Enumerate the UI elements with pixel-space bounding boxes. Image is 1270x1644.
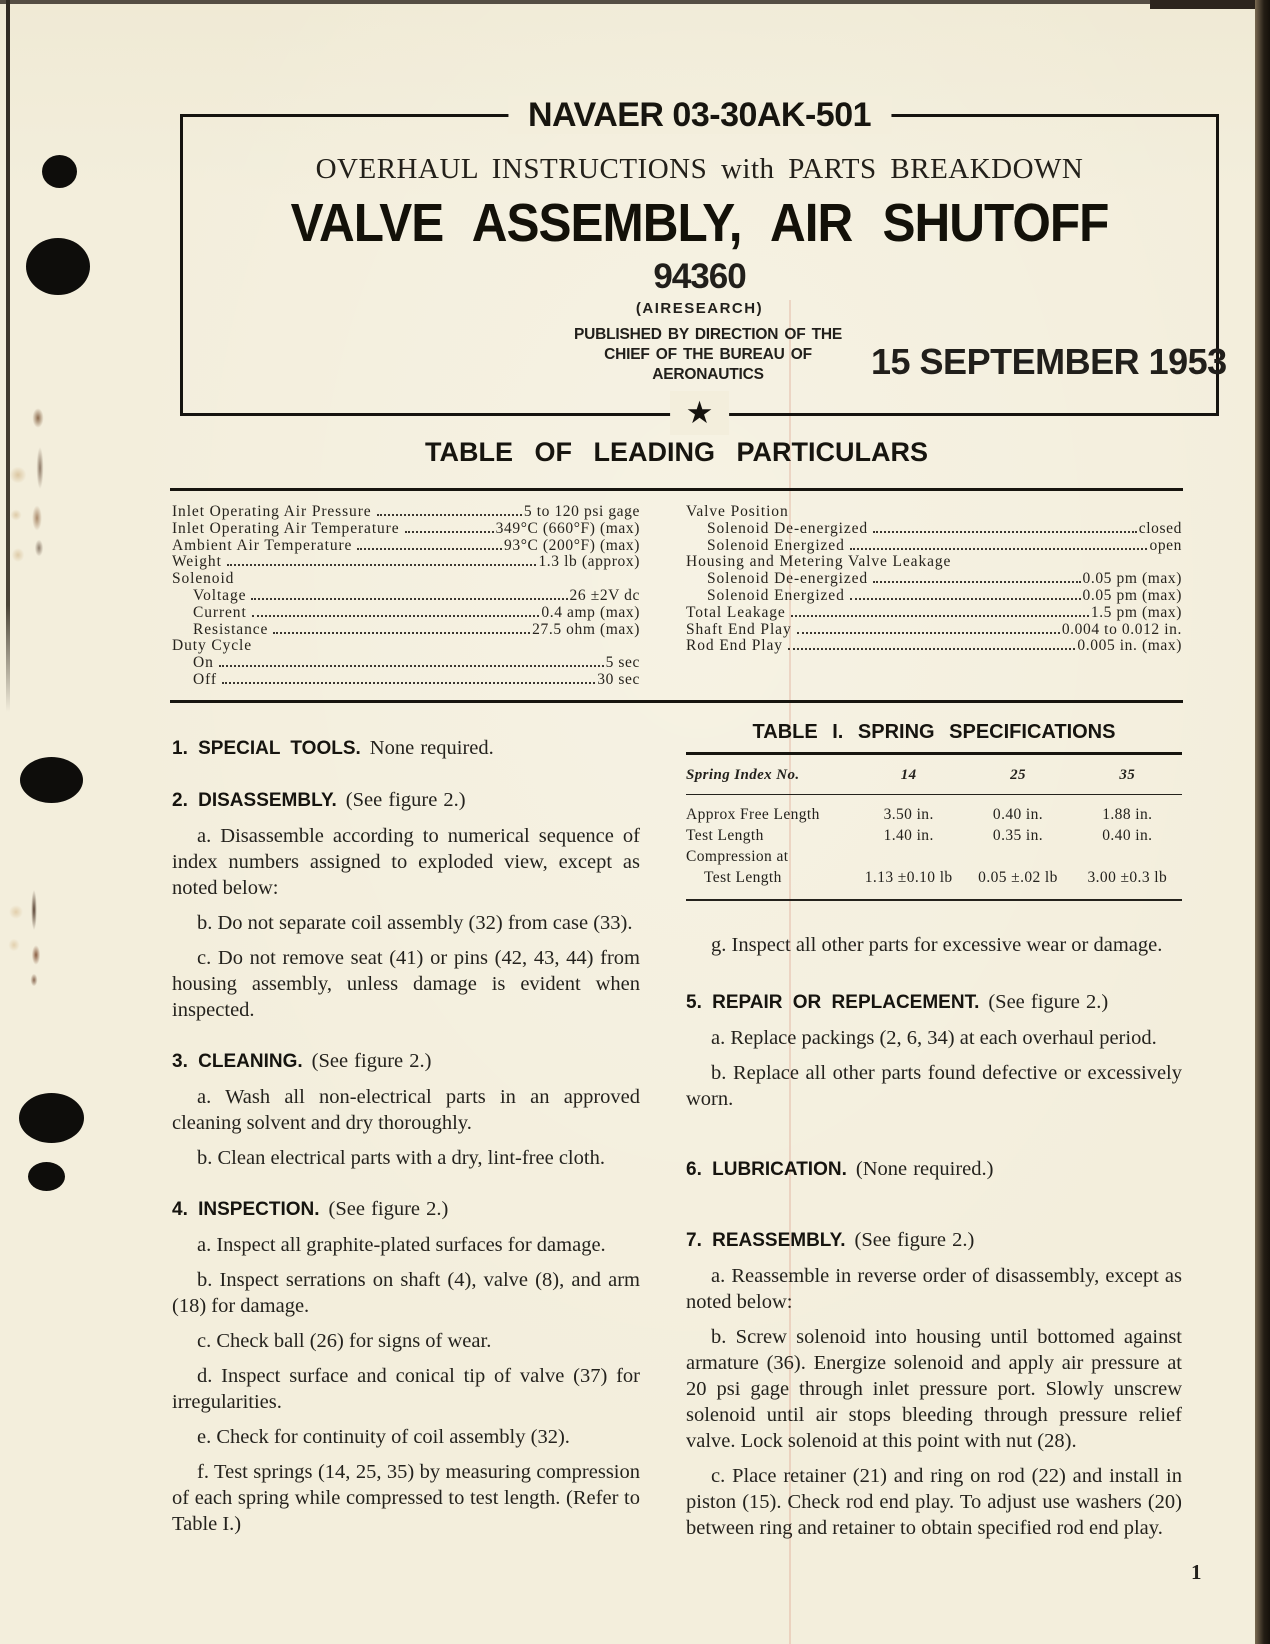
table-header-index: Spring Index No. [686, 766, 800, 783]
particular-label: Weight [172, 553, 222, 571]
particulars-row [172, 672, 640, 689]
table-header-col: 35 [1119, 766, 1136, 783]
dot-leader [873, 581, 1080, 583]
section-tail: (See figure 2.) [988, 990, 1109, 1013]
particular-label: Rod End Play [686, 637, 783, 655]
dot-leader [252, 615, 540, 617]
table-header-col: 25 [1010, 766, 1026, 783]
particular-value: 0.05 pm (max) [1082, 586, 1182, 604]
dot-leader [873, 531, 1137, 533]
particular-label: Housing and Metering Valve Leakage [686, 553, 952, 571]
particulars-row [172, 588, 640, 605]
ink-dot [28, 1162, 65, 1191]
stain-smudge [4, 900, 30, 970]
particulars-row [172, 521, 640, 538]
table-cell-label-line2: Test Length [704, 869, 782, 887]
particulars-row [686, 605, 1182, 622]
table-cell: 3.00 ±0.3 lb [1087, 869, 1168, 887]
section-number-title: 1. SPECIAL TOOLS. [172, 738, 361, 759]
table-title: TABLE I. SPRING SPECIFICATIONS [752, 721, 1116, 743]
particular-label: Inlet Operating Air Temperature [172, 519, 400, 537]
dot-leader [850, 598, 1081, 600]
dot-leader [251, 598, 567, 600]
particulars-row [686, 588, 1182, 605]
particulars-row [686, 638, 1182, 655]
section-heading-inspection [172, 1196, 640, 1223]
table-cell: 1.88 in. [1102, 806, 1153, 824]
section-tail: (See figure 2.) [328, 1198, 449, 1220]
section-number-title: 4. INSPECTION. [172, 1199, 320, 1220]
particular-value: 1.3 lb (approx) [538, 553, 640, 571]
particulars-row [172, 605, 640, 622]
particulars-row [172, 638, 640, 655]
table-cell-label: Approx Free Length [686, 806, 820, 824]
dot-leader [219, 665, 604, 667]
paragraph: b. Do not separate coil assembly (32) from case (33). [197, 912, 633, 934]
particular-value: 0.005 in. (max) [1077, 637, 1182, 655]
particular-label: Valve Position [686, 503, 789, 520]
dot-leader [797, 632, 1060, 634]
dot-leader [227, 564, 537, 566]
particular-label: Total Leakage [686, 603, 786, 621]
particulars-left-column [172, 504, 640, 689]
particular-label: On [193, 654, 214, 672]
particular-label: Inlet Operating Air Pressure [172, 503, 372, 520]
paragraph: c. Place retainer (21) and ring on rod (22) and install in piston (15). Check rod end play. To adjust use washers (20) between ring and retainer to obtain specified rod end play. [686, 1464, 1182, 1539]
title-block [180, 96, 1227, 430]
stain-smudge [22, 880, 52, 995]
particular-label: Solenoid De-energized [707, 519, 869, 537]
section-tail: (See figure 2.) [311, 1050, 432, 1072]
table-cell: 0.35 in. [992, 827, 1044, 845]
section-heading-lubrication [686, 1156, 1182, 1183]
table-body [686, 795, 1182, 899]
dot-leader [405, 531, 494, 533]
particulars-row [686, 538, 1182, 555]
particular-label: Shaft End Play [686, 620, 792, 638]
dot-leader [791, 615, 1089, 617]
particulars-row [172, 504, 640, 521]
section-number-title: 2. DISASSEMBLY. [172, 790, 337, 811]
particular-value: 0.4 amp (max) [541, 603, 640, 621]
paragraph: b. Screw solenoid into housing until bottomed against armature (36). Energize solenoid and apply air pressure at 20 psi gage through inlet pressure port. Slowly unscrew solenoid until air stops bleeding through pressure relief valve. Lock solenoid at this point with nut (28). [686, 1325, 1182, 1452]
table-row [686, 846, 1182, 888]
particular-label: Current [193, 603, 247, 621]
stain-smudge [28, 398, 54, 563]
table-cell: 0.05 ±.02 lb [978, 869, 1058, 887]
particular-value: 5 sec [605, 654, 640, 672]
doc-subtitle: OVERHAUL INSTRUCTIONS with PARTS BREAKDOWN [315, 153, 1084, 185]
section-heading-cleaning [172, 1048, 640, 1075]
paragraph: g. Inspect all other parts for excessive wear or damage. [711, 933, 1163, 956]
table-rule [686, 899, 1182, 901]
section-tail: (See figure 2.) [345, 789, 466, 811]
particulars-row [686, 622, 1182, 639]
table-cell: 3.50 in. [883, 806, 934, 824]
section-number-title: 5. REPAIR OR REPLACEMENT. [686, 991, 980, 1013]
paragraph: a. Inspect all graphite-plated surfaces for damage. [197, 1234, 606, 1256]
dot-leader [222, 682, 595, 684]
paragraph: d. Inspect surface and conical tip of valve (37) for irregularities. [172, 1365, 640, 1413]
particulars-row [172, 655, 640, 672]
table-header-col: 14 [900, 766, 917, 783]
table-cell: 0.40 in. [1102, 827, 1153, 845]
section-number-title: 7. REASSEMBLY. [686, 1229, 846, 1251]
table-cell-label-line1: Compression at [686, 848, 789, 866]
section-tail: (None required.) [855, 1157, 994, 1180]
paragraph: a. Disassemble according to numerical sequence of index numbers assigned to exploded view, except as noted below: [172, 825, 640, 899]
particulars-row [172, 554, 640, 571]
table-row [686, 825, 1182, 846]
particular-label: Duty Cycle [172, 637, 253, 655]
published-by [558, 325, 858, 385]
section-heading-repair [686, 989, 1182, 1016]
paragraph: b. Replace all other parts found defective or excessively worn. [686, 1061, 1182, 1110]
particular-value: 0.05 pm (max) [1082, 570, 1182, 588]
spring-specifications-table [686, 719, 1182, 901]
section-tail: None required. [369, 737, 494, 759]
particular-value: closed [1138, 519, 1182, 537]
part-number: 94360 [653, 257, 746, 296]
particular-label: Resistance [193, 620, 269, 638]
particular-value: 93°C (200°F) (max) [504, 536, 640, 554]
particular-label: Solenoid Energized [707, 536, 845, 554]
particulars-row [172, 622, 640, 639]
particular-label: Voltage [193, 586, 247, 604]
scan-edge-top [0, 0, 1270, 4]
star-icon: ★ [670, 391, 730, 435]
dot-leader [788, 648, 1076, 650]
particulars-row [172, 538, 640, 555]
particulars-row [686, 504, 1182, 521]
particular-value: open [1149, 536, 1182, 554]
published-line-2: CHIEF OF THE BUREAU OF AERONAUTICS [604, 346, 812, 383]
particular-value: 26 ±2V dc [569, 586, 640, 604]
section-heading-special-tools [172, 735, 640, 762]
page-number: 1 [1191, 1560, 1202, 1584]
table-cell: 1.40 in. [883, 827, 934, 845]
particular-label: Off [193, 670, 217, 688]
particulars-row [686, 571, 1182, 588]
section-number-title: 6. LUBRICATION. [686, 1158, 847, 1180]
particulars-right-column [686, 504, 1182, 655]
paragraph: a. Reassemble in reverse order of disassembly, except as noted below: [686, 1264, 1182, 1313]
body-right-column [686, 710, 1182, 1541]
section-heading-reassembly [686, 1227, 1182, 1254]
paragraph: e. Check for continuity of coil assembly (32). [197, 1426, 570, 1448]
particular-value: 0.004 to 0.012 in. [1061, 620, 1182, 638]
manufacturer: (AIRESEARCH) [635, 300, 764, 317]
scan-edge-top-right [1150, 0, 1270, 9]
particular-value: 349°C (660°F) (max) [495, 519, 640, 537]
particular-label: Solenoid [172, 570, 235, 588]
paragraph: b. Inspect serrations on shaft (4), valve (8), and arm (18) for damage. [172, 1269, 640, 1317]
table-header-row [686, 755, 1182, 794]
dot-leader [850, 548, 1148, 550]
table-cell: 0.40 in. [992, 806, 1044, 824]
paragraph: a. Replace packings (2, 6, 34) at each overhaul period. [711, 1026, 1157, 1049]
particular-label: Solenoid Energized [707, 586, 845, 604]
stain-smudge [6, 460, 36, 580]
ink-dot [20, 757, 83, 803]
dot-leader [357, 548, 502, 550]
dot-leader [273, 632, 530, 634]
paragraph: c. Check ball (26) for signs of wear. [197, 1330, 492, 1352]
body-left-column [172, 710, 640, 1537]
particulars-row [172, 571, 640, 588]
table-cell: 1.13 ±0.10 lb [864, 869, 953, 887]
table-cell-label [686, 846, 854, 888]
particular-value: 30 sec [597, 670, 640, 688]
paragraph: f. Test springs (14, 25, 35) by measuring compression of each spring while compressed to test length. (Refer to Table I.) [172, 1461, 640, 1535]
particular-value: 27.5 ohm (max) [532, 620, 640, 638]
section-tail: (See figure 2.) [854, 1228, 975, 1251]
section-number-title: 3. CLEANING. [172, 1051, 303, 1072]
paragraph: a. Wash all non-electrical parts in an approved cleaning solvent and dry thoroughly. [172, 1086, 640, 1134]
ink-dot [26, 238, 90, 295]
particular-label: Solenoid De-energized [707, 570, 869, 588]
dot-leader [377, 514, 522, 516]
doc-title: VALVE ASSEMBLY, AIR SHUTOFF [290, 192, 1109, 253]
particulars-row [686, 521, 1182, 538]
table-cell-label: Test Length [686, 827, 764, 845]
paragraph: c. Do not remove seat (41) or pins (42, 43, 44) from housing assembly, unless damage is evident when inspected. [172, 947, 640, 1021]
particulars-row [686, 554, 1182, 571]
scan-edge-left [6, 0, 10, 712]
scan-edge-right [1255, 0, 1270, 1644]
published-line-1: PUBLISHED BY DIRECTION OF THE [573, 326, 843, 343]
table-row [686, 804, 1182, 825]
horizontal-rule [170, 488, 1183, 491]
particular-value: 5 to 120 psi gage [523, 503, 640, 520]
paragraph: b. Clean electrical parts with a dry, lint-free cloth. [197, 1147, 605, 1169]
particulars-heading: TABLE OF LEADING PARTICULARS [425, 437, 928, 467]
particular-label: Ambient Air Temperature [172, 536, 353, 554]
section-heading-disassembly [172, 787, 640, 814]
ink-dot [42, 155, 77, 188]
ink-dot [19, 1093, 84, 1143]
doc-number: NAVAER 03-30AK-501 [508, 96, 891, 134]
horizontal-rule [170, 700, 1183, 703]
particular-value: 1.5 pm (max) [1090, 603, 1182, 621]
issue-date: 15 SEPTEMBER 1953 [871, 341, 1227, 382]
